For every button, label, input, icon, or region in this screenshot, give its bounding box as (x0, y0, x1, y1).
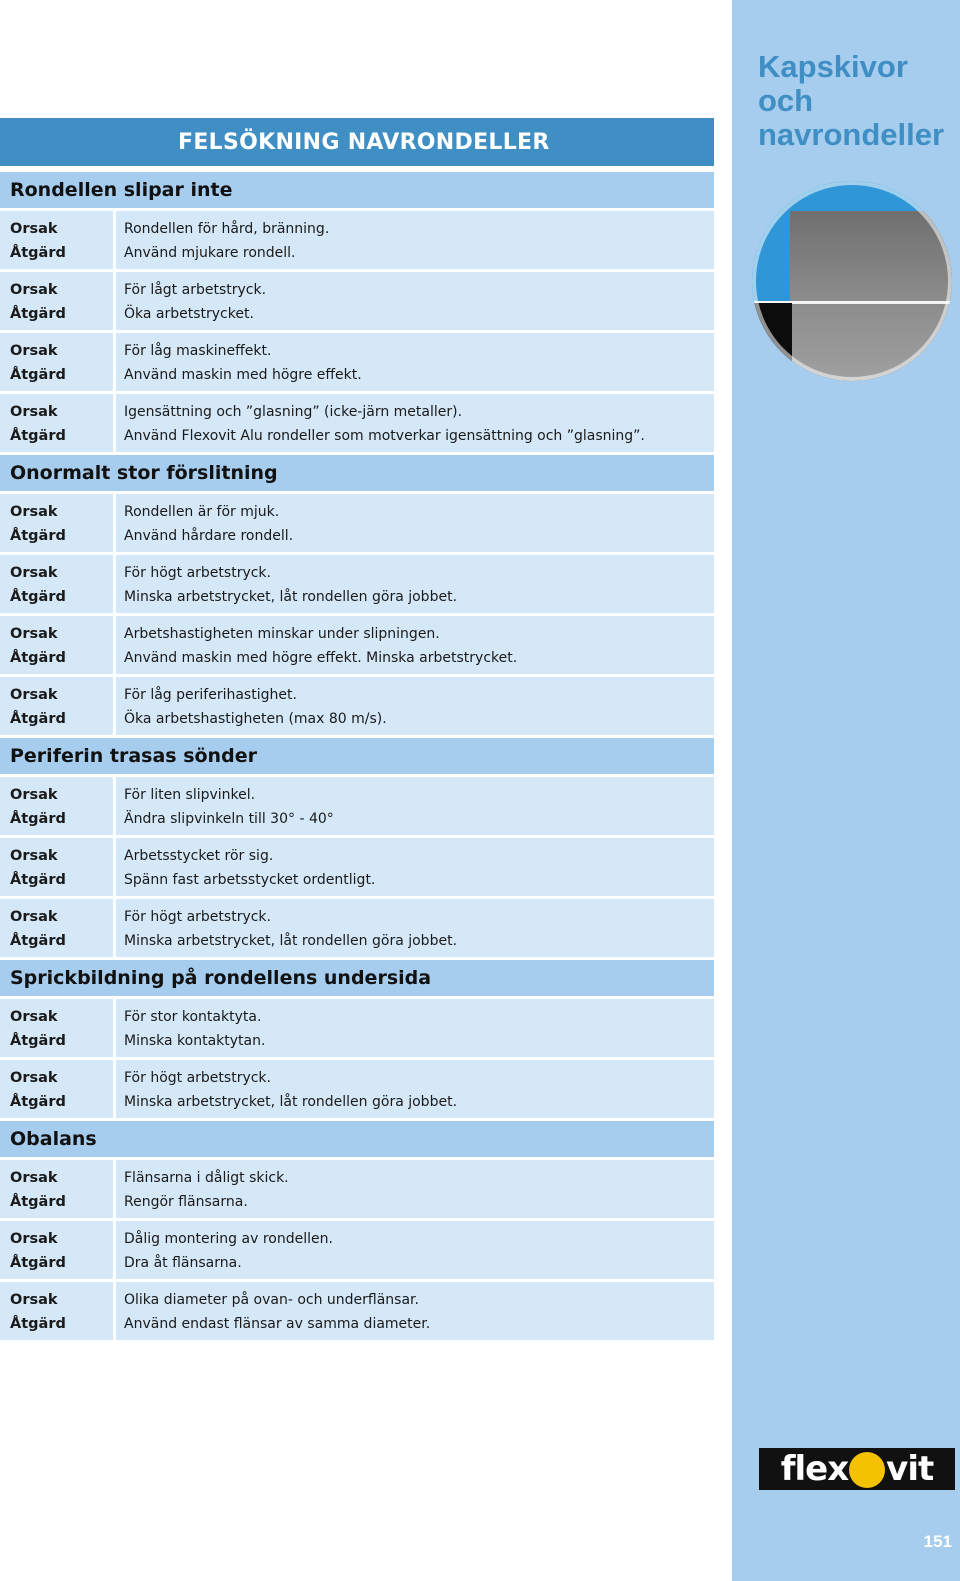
row-values (116, 899, 714, 957)
flexovit-logo: flex vit (759, 1448, 955, 1490)
cause-label: Orsak (10, 343, 58, 359)
row-labels (0, 494, 113, 552)
action-label: Åtgärd (10, 650, 66, 666)
row-values (116, 211, 714, 269)
cause-text: Igensättning och ”glasning” (icke-järn metaller). (124, 404, 463, 420)
row-values (116, 494, 714, 552)
table-row (0, 616, 714, 674)
section-heading: Periferin trasas sönder (0, 738, 714, 774)
cause-label: Orsak (10, 909, 58, 925)
cause-text: För högt arbetstryck. (124, 565, 271, 581)
row-values (116, 1221, 714, 1279)
action-text: Öka arbetstrycket. (124, 306, 254, 322)
action-text: Minska kontaktytan. (124, 1033, 266, 1049)
sidebar-title (758, 50, 958, 152)
action-label: Åtgärd (10, 1094, 66, 1110)
row-values (116, 394, 714, 452)
row-labels (0, 272, 113, 330)
action-label: Åtgärd (10, 528, 66, 544)
row-values (116, 1160, 714, 1218)
row-values (116, 333, 714, 391)
table-row (0, 494, 714, 552)
troubleshooting-section (0, 738, 714, 957)
row-labels (0, 555, 113, 613)
action-text: Använd maskin med högre effekt. (124, 367, 362, 383)
cause-text: För stor kontaktyta. (124, 1009, 262, 1025)
action-label: Åtgärd (10, 245, 66, 261)
cause-label: Orsak (10, 626, 58, 642)
cause-text: För låg periferihastighet. (124, 687, 297, 703)
action-text: Ändra slipvinkeln till 30° - 40° (124, 811, 334, 827)
table-row (0, 1060, 714, 1118)
action-text: Minska arbetstrycket, låt rondellen göra jobbet. (124, 1094, 458, 1110)
cause-text: För lågt arbetstryck. (124, 282, 267, 298)
cause-text: För liten slipvinkel. (124, 787, 256, 803)
section-heading: Onormalt stor förslitning (0, 455, 714, 491)
action-label: Åtgärd (10, 1033, 66, 1049)
cause-text: För högt arbetstryck. (124, 1070, 271, 1086)
troubleshooting-tables (0, 172, 714, 1343)
row-labels (0, 777, 113, 835)
table-row (0, 899, 714, 957)
cause-text: Flänsarna i dåligt skick. (124, 1170, 289, 1186)
cause-label: Orsak (10, 1009, 58, 1025)
cause-text: Arbetsstycket rör sig. (124, 848, 274, 864)
troubleshooting-section (0, 455, 714, 735)
table-row (0, 272, 714, 330)
row-labels (0, 211, 113, 269)
row-labels (0, 1060, 113, 1118)
cause-text: Dålig montering av rondellen. (124, 1231, 333, 1247)
row-values (116, 677, 714, 735)
cause-text: Olika diameter på ovan- och underflänsar. (124, 1292, 419, 1308)
sidebar-title-line: navrondeller (758, 117, 945, 152)
action-label: Åtgärd (10, 1194, 66, 1210)
row-values (116, 777, 714, 835)
table-row (0, 394, 714, 452)
action-label: Åtgärd (10, 1255, 66, 1271)
action-text: Använd Flexovit Alu rondeller som motverkar igensättning och ”glasning”. (124, 428, 645, 444)
table-row (0, 838, 714, 896)
cause-label: Orsak (10, 848, 58, 864)
action-label: Åtgärd (10, 811, 66, 827)
troubleshooting-section (0, 960, 714, 1118)
row-values (116, 616, 714, 674)
cause-text: Arbetshastigheten minskar under slipningen. (124, 626, 440, 642)
cause-text: Rondellen för hård, bränning. (124, 221, 330, 237)
row-values (116, 999, 714, 1057)
row-labels (0, 1160, 113, 1218)
row-labels (0, 333, 113, 391)
action-text: Öka arbetshastigheten (max 80 m/s). (124, 711, 387, 727)
cause-label: Orsak (10, 1170, 58, 1186)
cause-label: Orsak (10, 1231, 58, 1247)
table-row (0, 555, 714, 613)
action-label: Åtgärd (10, 428, 66, 444)
product-disc-image (752, 181, 952, 381)
table-row (0, 1282, 714, 1340)
cause-text: För låg maskineffekt. (124, 343, 272, 359)
cause-label: Orsak (10, 687, 58, 703)
action-text: Dra åt flänsarna. (124, 1255, 242, 1271)
action-label: Åtgärd (10, 589, 66, 605)
table-row (0, 1221, 714, 1279)
row-labels (0, 1221, 113, 1279)
cause-label: Orsak (10, 565, 58, 581)
cause-label: Orsak (10, 787, 58, 803)
action-text: Använd hårdare rondell. (124, 528, 294, 544)
table-row (0, 777, 714, 835)
cause-label: Orsak (10, 1292, 58, 1308)
row-labels (0, 999, 113, 1057)
action-text: Rengör flänsarna. (124, 1194, 248, 1210)
table-row (0, 999, 714, 1057)
row-values (116, 272, 714, 330)
action-text: Minska arbetstrycket, låt rondellen göra jobbet. (124, 933, 458, 949)
row-labels (0, 838, 113, 896)
section-heading: Obalans (0, 1121, 714, 1157)
action-label: Åtgärd (10, 367, 66, 383)
action-text: Använd maskin med högre effekt. Minska arbetstrycket. (124, 650, 518, 666)
troubleshooting-section (0, 1121, 714, 1340)
logo-o-icon (849, 1452, 885, 1488)
cause-label: Orsak (10, 404, 58, 420)
sidebar-title-line: Kapskivor (758, 49, 908, 84)
table-row (0, 333, 714, 391)
disc-rim (752, 181, 952, 381)
action-label: Åtgärd (10, 711, 66, 727)
action-text: Använd mjukare rondell. (124, 245, 296, 261)
table-row (0, 677, 714, 735)
row-values (116, 555, 714, 613)
action-text: Minska arbetstrycket, låt rondellen göra jobbet. (124, 589, 458, 605)
cause-label: Orsak (10, 504, 58, 520)
table-row (0, 211, 714, 269)
sidebar (732, 0, 960, 1581)
page-number: 151 (923, 1532, 952, 1551)
action-label: Åtgärd (10, 306, 66, 322)
cause-text: Rondellen är för mjuk. (124, 504, 280, 520)
action-label: Åtgärd (10, 872, 66, 888)
row-labels (0, 616, 113, 674)
row-labels (0, 1282, 113, 1340)
section-heading: Rondellen slipar inte (0, 172, 714, 208)
cause-label: Orsak (10, 221, 58, 237)
action-text: Använd endast flänsar av samma diameter. (124, 1316, 431, 1332)
troubleshooting-section (0, 172, 714, 452)
row-values (116, 838, 714, 896)
page-title: FELSÖKNING NAVRONDELLER (0, 118, 714, 166)
row-labels (0, 899, 113, 957)
row-labels (0, 677, 113, 735)
row-values (116, 1282, 714, 1340)
row-values (116, 1060, 714, 1118)
section-heading: Sprickbildning på rondellens undersida (0, 960, 714, 996)
action-text: Spänn fast arbetsstycket ordentligt. (124, 872, 376, 888)
row-labels (0, 394, 113, 452)
table-row (0, 1160, 714, 1218)
action-label: Åtgärd (10, 933, 66, 949)
cause-label: Orsak (10, 1070, 58, 1086)
cause-label: Orsak (10, 282, 58, 298)
action-label: Åtgärd (10, 1316, 66, 1332)
sidebar-title-line: och (758, 83, 814, 118)
cause-text: För högt arbetstryck. (124, 909, 271, 925)
